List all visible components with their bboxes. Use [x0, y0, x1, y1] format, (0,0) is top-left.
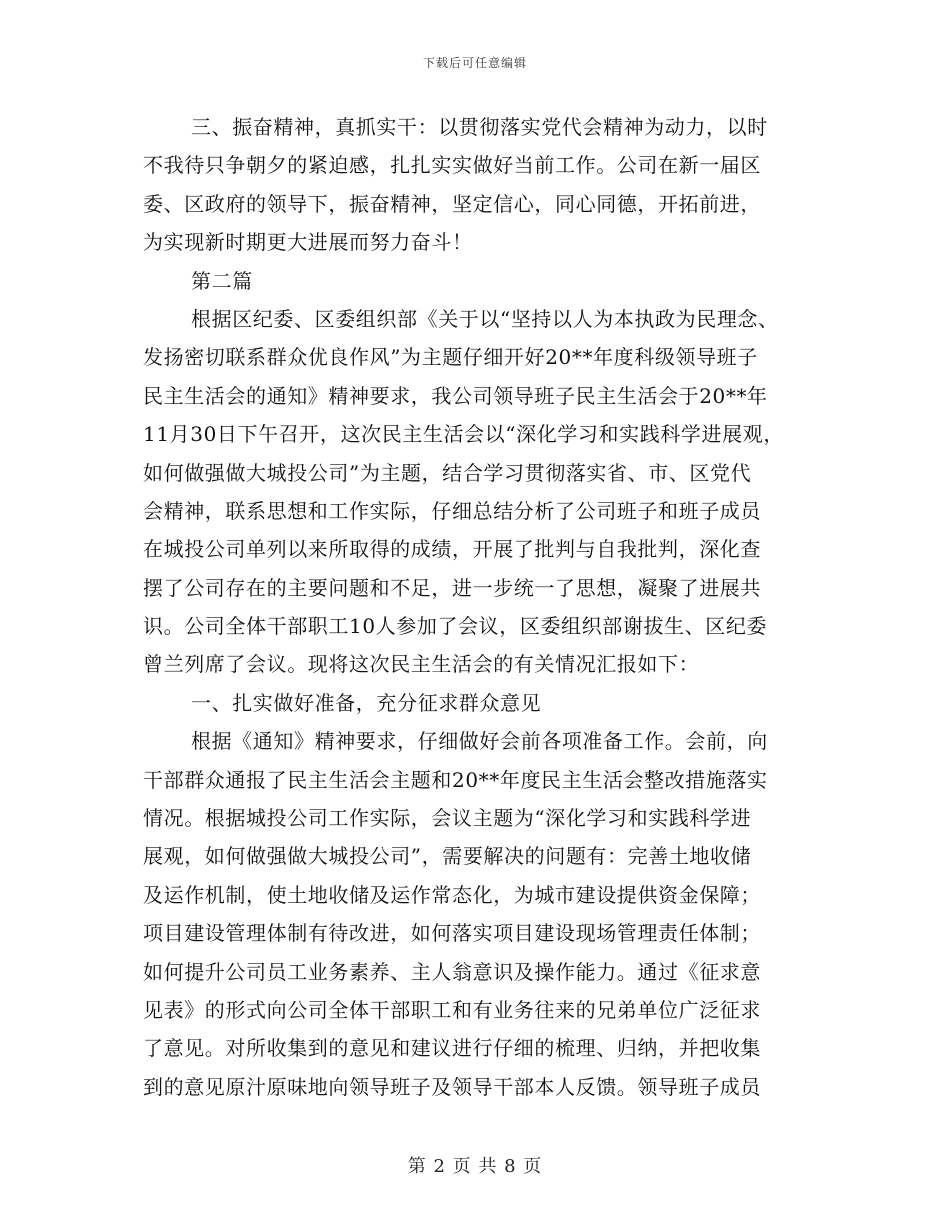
- paragraph-line: 为实现新时期更大进展而努力奋斗！: [143, 230, 473, 255]
- paragraph-line: 及运作机制，使土地收储及运作常态化，为城市建设提供资金保障；: [143, 882, 761, 907]
- paragraph-line: 11月30日下午召开，这次民主生活会以“深化学习和实践科学进展观，: [143, 422, 784, 447]
- paragraph-line: 识。公司全体干部职工10人参加了会议，区委组织部谢拔生、区纪委: [143, 614, 768, 639]
- paragraph-line: 干部群众通报了民主生活会主题和20**年度民主生活会整改措施落实: [143, 767, 768, 792]
- page-header: 下载后可任意编辑: [422, 56, 527, 70]
- paragraph-line: 摆了公司存在的主要问题和不足，进一步统一了思想，凝聚了进展共: [143, 575, 761, 600]
- paragraph-line: 委、区政府的领导下，振奋精神，坚定信心，同心同德，开拓前进，: [143, 191, 761, 216]
- paragraph-line: 到的意见原汁原味地向领导班子及领导干部本人反馈。领导班子成员: [143, 1074, 761, 1099]
- paragraph-line: 民主生活会的通知》精神要求，我公司领导班子民主生活会于20**年: [143, 383, 768, 408]
- paragraph-line: 在城投公司单列以来所取得的成绩，开展了批判与自我批判，深化查: [143, 537, 761, 562]
- paragraph-line: 展观，如何做强做大城投公司”，需要解决的问题有：完善土地收储: [143, 844, 752, 869]
- page-footer: 第 2 页 共 8 页: [407, 1156, 543, 1177]
- section-heading: 一、扎实做好准备，充分征求群众意见: [191, 690, 542, 715]
- paragraph-line: 如何提升公司员工业务素养、主人翁意识及操作能力。通过《征求意: [143, 959, 761, 984]
- paragraph-line: 如何做强做大城投公司”为主题，结合学习贯彻落实省、市、区党代: [143, 460, 752, 485]
- section-heading: 第二篇: [191, 268, 253, 293]
- document-body: [143, 108, 823, 1106]
- paragraph-line: 根据区纪委、区委组织部《关于以“坚持以人为本执政为民理念、: [191, 306, 779, 331]
- paragraph-line: 了意见。对所收集到的意见和建议进行仔细的梳理、归纳，并把收集: [143, 1036, 761, 1061]
- paragraph-line: 项目建设管理体制有待改进，如何落实项目建设现场管理责任体制；: [143, 921, 761, 946]
- paragraph-line: 情况。根据城投公司工作实际，会议主题为“深化学习和实践科学进: [143, 806, 752, 831]
- paragraph-line: 三、振奋精神，真抓实干：以贯彻落实党代会精神为动力，以时: [191, 115, 768, 139]
- paragraph-line: 不我待只争朝夕的紧迫感，扎扎实实做好当前工作。公司在新一届区: [143, 153, 761, 178]
- paragraph-line: 会精神，联系思想和工作实际，仔细总结分析了公司班子和班子成员: [143, 498, 761, 523]
- paragraph-line: 见表》的形式向公司全体干部职工和有业务往来的兄弟单位广泛征求: [143, 997, 761, 1022]
- paragraph-line: 根据《通知》精神要求，仔细做好会前各项准备工作。会前，向: [191, 729, 768, 754]
- paragraph-line: 发扬密切联系群众优良作风”为主题仔细开好20**年度科级领导班子: [143, 345, 758, 370]
- paragraph-line: 曾兰列席了会议。现将这次民主生活会的有关情况汇报如下：: [143, 652, 700, 677]
